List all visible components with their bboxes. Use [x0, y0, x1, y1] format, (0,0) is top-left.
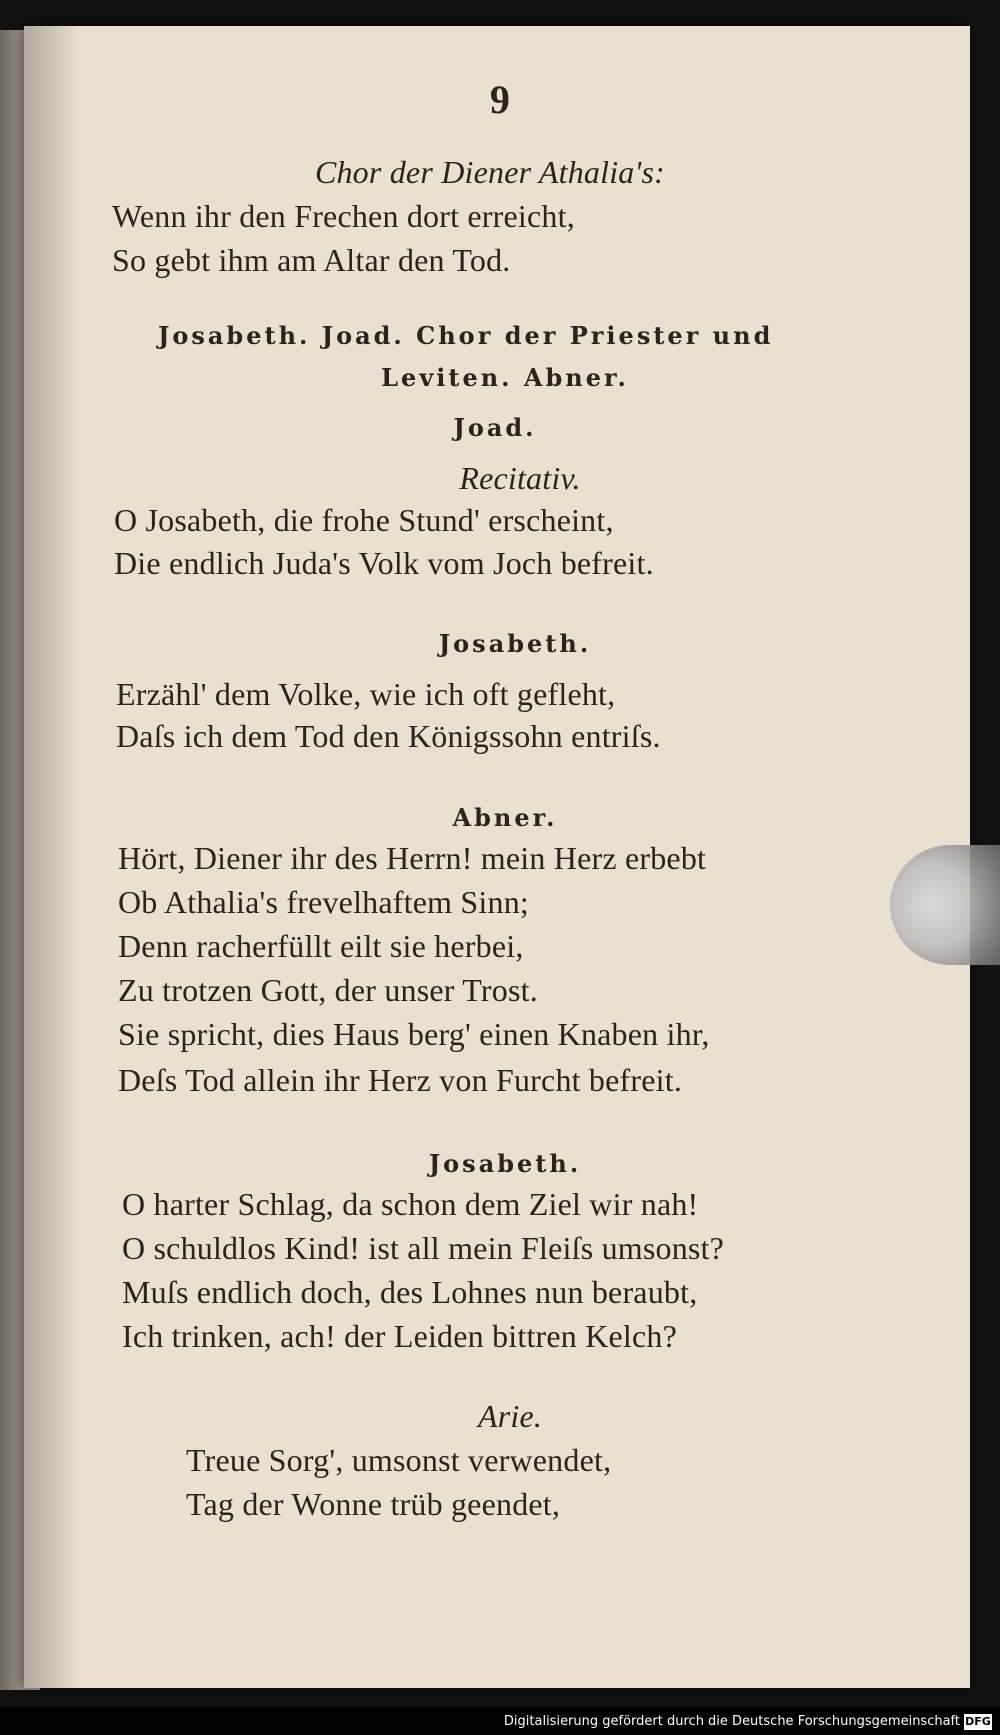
chorus-heading: Chor der Diener Athalia's: — [314, 154, 666, 190]
verse-line: Treue Sorg', umsonst verwendet, — [186, 1442, 612, 1478]
verse-line: O harter Schlag, da schon dem Ziel wir nah! — [122, 1186, 699, 1222]
section-label: Recitativ. — [459, 460, 581, 496]
verse-line: O Josabeth, die frohe Stund' erscheint, — [114, 502, 614, 538]
verse-line: Zu trotzen Gott, der unser Trost. — [118, 972, 538, 1008]
verse-line: Deſs Tod allein ihr Herz von Furcht befreit. — [118, 1062, 683, 1098]
speaker-name: Joad. — [453, 413, 537, 442]
verse-line: Erzähl' dem Volke, wie ich oft gefleht, — [116, 676, 616, 712]
verse-line: Muſs endlich doch, des Lohnes nun beraubt, — [122, 1274, 698, 1310]
speaker-name: Abner. — [452, 803, 558, 832]
section-label: Arie. — [477, 1398, 543, 1434]
verse-line: So gebt ihm am Altar den Tod. — [112, 242, 511, 278]
verse-line: Wenn ihr den Frechen dort erreicht, — [112, 198, 575, 234]
verse-line: Daſs ich dem Tod den Königssohn entriſs. — [116, 718, 661, 754]
speaker-name: Josabeth. — [438, 629, 592, 658]
dfg-logo-icon: DFG — [965, 1715, 991, 1728]
verse-line: Sie spricht, dies Haus berg' einen Knaben ihr, — [118, 1016, 710, 1052]
verse-line: O schuldlos Kind! ist all mein Fleiſs umsonst? — [122, 1230, 725, 1266]
page-number: 9 — [489, 77, 511, 122]
verse-line: Ich trinken, ach! der Leiden bittren Kelch? — [122, 1318, 678, 1354]
verse-line: Die endlich Juda's Volk vom Joch befreit. — [114, 545, 654, 581]
footer-bar — [0, 1707, 1000, 1735]
verse-line: Tag der Wonne trüb geendet, — [186, 1486, 561, 1522]
cast-list: Leviten. Abner. — [381, 363, 629, 392]
footer-credit: Digitalisierung gefördert durch die Deutsche Forschungsgemeinschaft — [503, 1714, 960, 1729]
verse-line: Ob Athalia's frevelhaftem Sinn; — [118, 884, 529, 920]
cast-list: Josabeth. Joad. Chor der Priester und — [158, 321, 774, 350]
verse-line: Hört, Diener ihr des Herrn! mein Herz erbebt — [118, 840, 707, 876]
speaker-name: Josabeth. — [428, 1149, 582, 1178]
verse-line: Denn racherfüllt eilt sie herbei, — [118, 928, 524, 964]
